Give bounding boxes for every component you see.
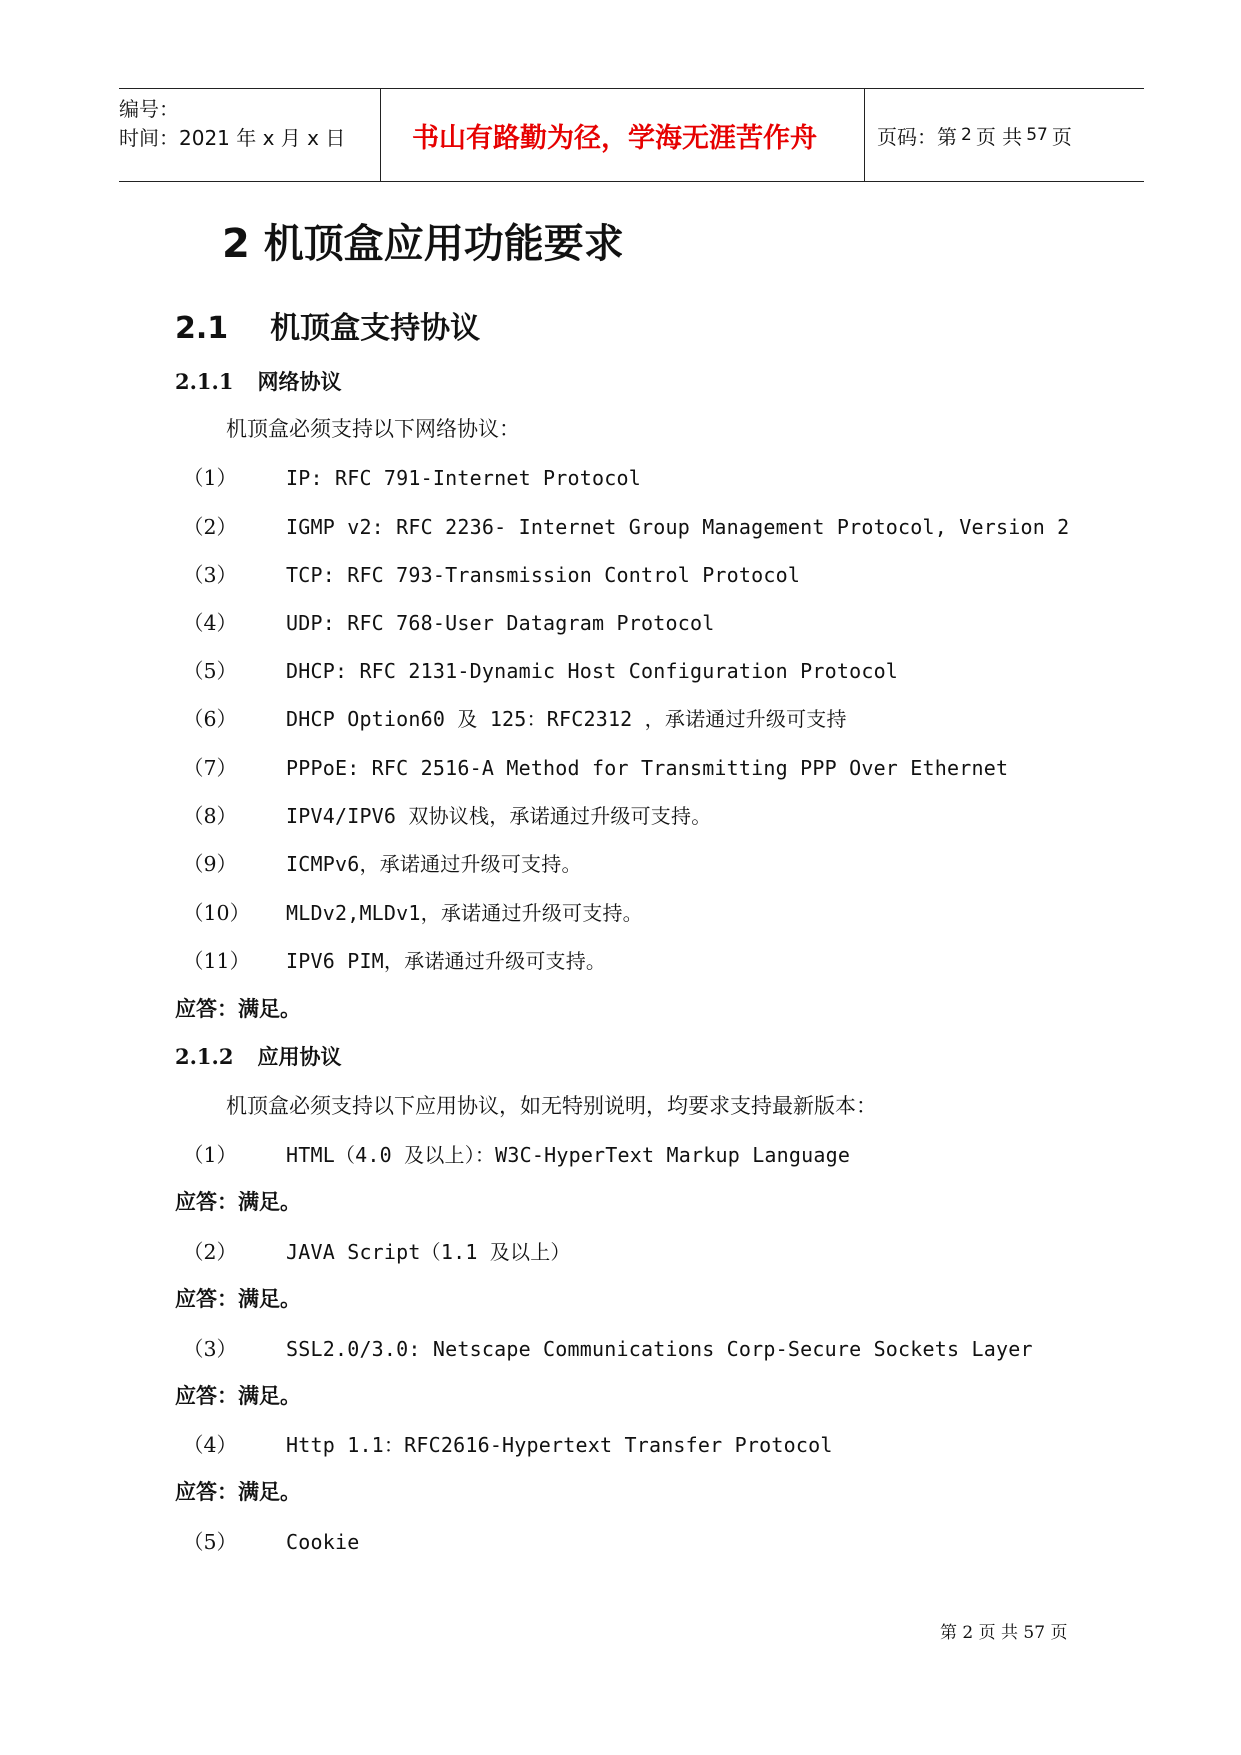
- answer-text: 应答：满足。: [175, 1286, 301, 1311]
- section-title: 机顶盒支持协议: [270, 311, 481, 346]
- subsection-title: 应用协议: [257, 1044, 342, 1069]
- subsection-title: 网络协议: [257, 369, 342, 394]
- header-page-info: [865, 89, 1144, 181]
- answer-text: 应答：满足。: [175, 996, 301, 1021]
- subsection-heading-network: [175, 366, 341, 396]
- answer-text: 应答：满足。: [175, 1189, 301, 1214]
- subsection-heading-application: [175, 1041, 341, 1071]
- list-item: （5） DHCP: RFC 2131-Dynamic Host Configuration Protocol: [183, 659, 899, 683]
- network-intro: 机顶盒必须支持以下网络协议：: [226, 417, 520, 441]
- list-item: （4） Http 1.1：RFC2616-Hypertext Transfer Protocol: [183, 1433, 833, 1457]
- answer-text: 应答：满足。: [175, 1479, 301, 1504]
- list-item: （10） MLDv2,MLDv1，承诺通过升级可支持。: [183, 901, 643, 925]
- list-item: （3） TCP: RFC 793-Transmission Control Protocol: [183, 563, 801, 587]
- list-item: （8） IPV4/IPV6 双协议栈，承诺通过升级可支持。: [183, 804, 712, 828]
- list-item: （2） JAVA Script（1.1 及以上）: [183, 1240, 571, 1264]
- header-motto: 书山有路勤为径，学海无涯苦作舟: [380, 89, 865, 181]
- list-item: （3） SSL2.0/3.0: Netscape Communications Corp-Secure Sockets Layer: [183, 1337, 1033, 1361]
- list-item: （9） ICMPv6，承诺通过升级可支持。: [183, 852, 582, 876]
- subsection-number: 2.1.1: [175, 369, 234, 394]
- time-label: 时间：2021 年 x 月 x 日: [119, 126, 346, 150]
- list-item: （7） PPPoE: RFC 2516-A Method for Transmitting PPP Over Ethernet: [183, 756, 1009, 780]
- page-total: 57: [1026, 125, 1048, 145]
- page-header: [119, 88, 1144, 182]
- application-intro: 机顶盒必须支持以下应用协议，如无特别说明，均要求支持最新版本：: [226, 1094, 877, 1118]
- chapter-title: 2 机顶盒应用功能要求: [222, 221, 624, 267]
- header-meta: [119, 89, 380, 181]
- list-item: （5） Cookie: [183, 1530, 360, 1554]
- page-footer: 第 2 页 共 57 页: [940, 1623, 1068, 1643]
- list-item: （1） IP: RFC 791-Internet Protocol: [183, 466, 641, 490]
- section-number: 2.1: [175, 311, 229, 346]
- list-item: （11） IPV6 PIM，承诺通过升级可支持。: [183, 949, 607, 973]
- list-item: （1） HTML（4.0 及以上）：W3C-HyperText Markup Language: [183, 1143, 851, 1167]
- number-label: 编号：: [119, 97, 179, 121]
- page-mid: 页 共: [975, 124, 1023, 149]
- list-item: （4） UDP: RFC 768-User Datagram Protocol: [183, 611, 715, 635]
- answer-text: 应答：满足。: [175, 1383, 301, 1408]
- list-item: （2） IGMP v2: RFC 2236- Internet Group Management Protocol, Version 2: [183, 515, 1070, 539]
- page-prefix: 页码：第: [877, 124, 957, 149]
- list-item: （6） DHCP Option60 及 125：RFC2312 ，承诺通过升级可支持: [183, 707, 847, 731]
- page-suffix: 页: [1051, 124, 1072, 149]
- page-current: 2: [961, 125, 972, 145]
- section-heading: [175, 303, 480, 347]
- subsection-number: 2.1.2: [175, 1044, 234, 1069]
